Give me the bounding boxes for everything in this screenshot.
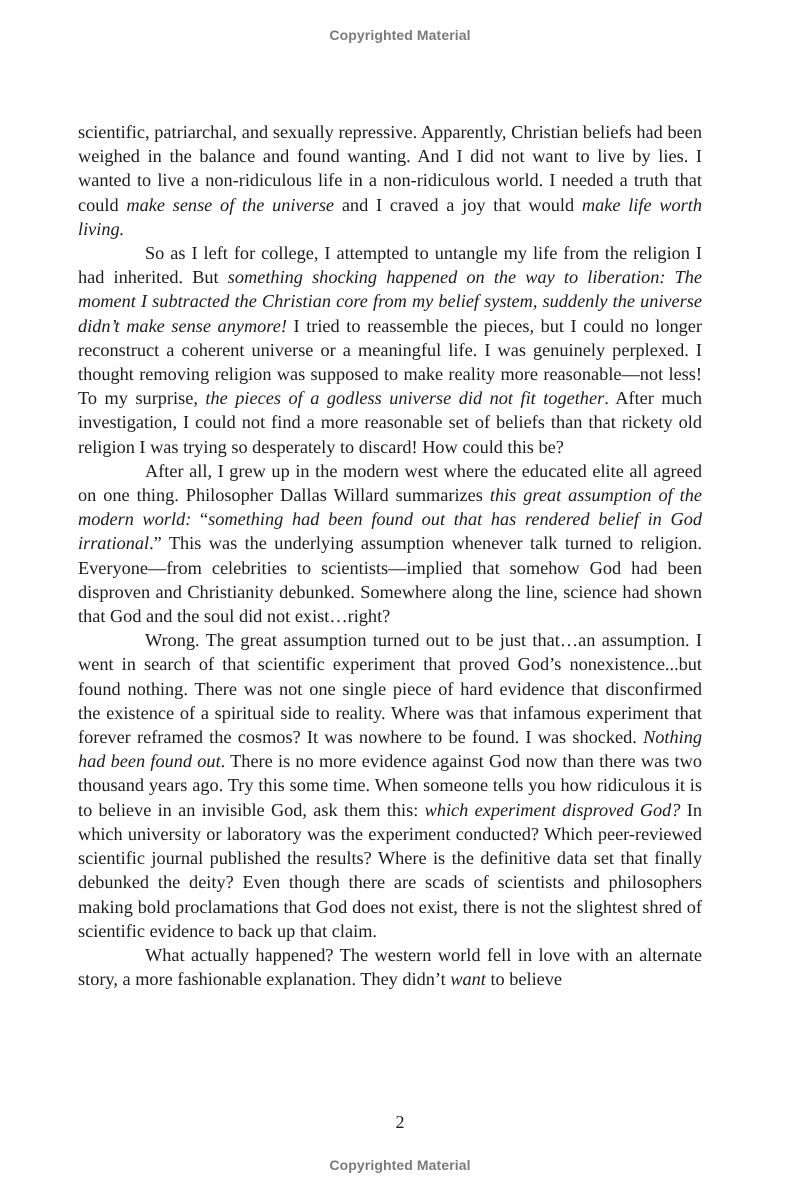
italic-text-run: something had been found out that has rendered belief in God irrational [78,509,702,554]
page-number: 2 [395,1112,405,1132]
text-run: to believe [485,969,563,990]
text-run: After all, I grew up in the modern west where the educated elite all agreed on one thing. Philosopher Dallas Willard summarizes [78,460,702,506]
paragraph [78,120,702,241]
text-run: . After much investigation, I could not find a more reasonable set of beliefs than that rickety old religion I was trying so desperately to discard! How could this be? [78,388,702,457]
italic-text-run: make life worth living. [78,194,703,239]
italic-text-run: make sense of the universe [126,194,335,215]
paragraph [78,628,702,943]
page-body-text [78,120,702,991]
italic-text-run: something shocking happened on the way to liberation: The moment I subtracted the Christian core from my belief system, suddenly the universe didn’t make sense anymore! [78,267,702,336]
paragraph [78,241,702,459]
text-run: .” This was the underlying assumption whenever talk turned to religion. Everyone—from celebrities to scientists—implied that somehow God had been disproven and Christianity debunked. Somewhere along the line, science had shown that God and the soul did not exist…right? [78,533,702,627]
italic-text-run: which experiment disproved God? [424,799,681,820]
text-run: I tried to reassemble the pieces, but I could no longer reconstruct a coherent universe or a meaningful life. I was genuinely perplexed. I thought removing religion was supposed to make reality more reasonable—not less! To my surprise, [78,315,702,409]
italic-text-run: Nothing had been found out [78,727,702,772]
text-run: In which university or laboratory was the experiment conducted? Which peer-reviewed scientific journal published the results? Where is the definitive data set that finally debunked the deity? Even though there are scads of scientists and philosophers making bold proclamations that God does not exist, there is not the slightest shred of scientific evidence to back up that claim. [78,799,702,941]
text-run: . There is no more evidence against God now than there was two thousand years ago. Try this some time. When someone tells you how ridiculous it is to believe in an invisible God, ask them this: [78,751,702,820]
text-run: What actually happened? The western world fell in love with an alternate story, a more fashionable explanation. They didn’t [78,944,702,990]
text-run: scientific, patriarchal, and sexually repressive. Apparently, Christian beliefs had been weighed in the balance and found wanting. And I did not want to live by lies. I wanted to live a non-ridiculous life in a non-ridiculous world. I needed a truth that could [78,122,702,215]
italic-text-run: this great assumption of the modern world: [78,485,702,530]
copyright-watermark-top: Copyrighted Material [329,27,471,43]
paragraph [78,459,702,628]
paragraph [78,943,702,991]
text-run: So as I left for college, I attempted to untangle my life from the religion I had inherited. But [78,243,702,288]
text-run: “ [191,509,209,530]
text-run: Wrong. The great assumption turned out to be just that…an assumption. I went in search of that scientific experiment that proved God’s nonexistence...but found nothing. There was not one single piece of hard evidence that disconfirmed the existence of a spiritual side to reality. Where was that infamous experiment that forever reframed the cosmos? It was nowhere to be found. I was shocked. [78,630,702,748]
italic-text-run: the pieces of a godless universe did not fit together [205,388,605,409]
copyright-watermark-bottom: Copyrighted Material [329,1157,471,1173]
italic-text-run: want [450,969,486,990]
text-run: and I craved a joy that would [334,194,582,215]
